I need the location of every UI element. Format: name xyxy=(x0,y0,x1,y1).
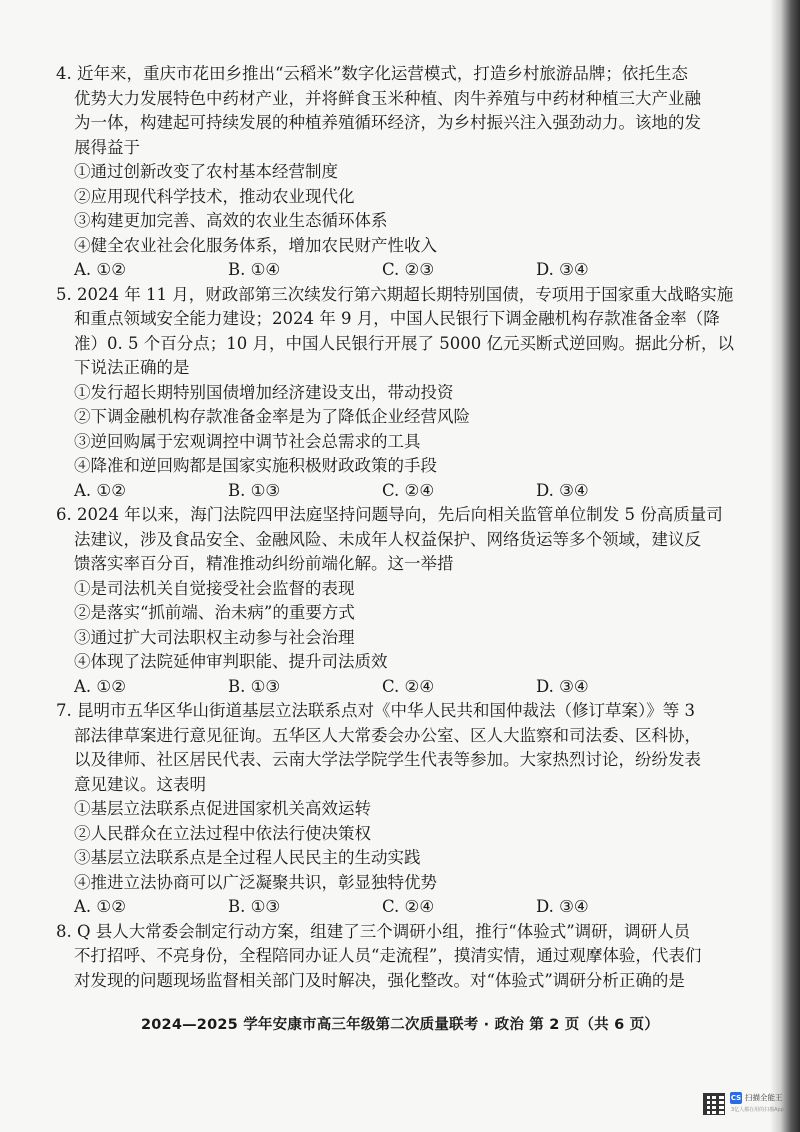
answer-choices xyxy=(56,258,756,283)
option-2: ②人民群众在立法过程中依法行使决策权 xyxy=(74,823,371,843)
question-number: 7. xyxy=(56,701,72,720)
question-number: 6. xyxy=(56,505,72,524)
question-list xyxy=(56,62,756,993)
choice-a: A. ①② xyxy=(74,260,126,279)
choice-d: D. ③④ xyxy=(536,676,589,696)
scanner-watermark: 扫描全能王 xyxy=(745,1093,783,1102)
camscanner-logo-icon: CS xyxy=(730,1094,742,1102)
page-footer: 2024—2025 学年安康市高三年级第二次质量联考 · 政治 第 2 页（共 6 页） xyxy=(140,1017,660,1033)
choice-d: D. ③④ xyxy=(536,897,589,916)
option-3: ③基层立法联系点是全过程人民民主的生动实践 xyxy=(74,848,421,867)
option-1: ①是司法机关自觉接受社会监督的表现 xyxy=(74,578,355,598)
option-2: ②应用现代科学技术，推动农业现代化 xyxy=(74,186,355,206)
question-stem: 7. 昆明市五华区华山街道基层立法联系点对《中华人民共和国仲裁法（修订草案）》等 3 xyxy=(56,701,695,720)
choice-b: B. ①③ xyxy=(228,676,281,696)
choice-c: C. ②④ xyxy=(382,480,435,500)
choice-a: A. ①② xyxy=(74,676,126,696)
option-3: ③构建更加完善、高效的农业生态循环体系 xyxy=(74,211,388,230)
choice-b: B. ①③ xyxy=(228,480,281,500)
option-3: ③通过扩大司法职权主动参与社会治理 xyxy=(74,627,355,647)
option-2: ②下调金融机构存款准备金率是为了降低企业经营风险 xyxy=(74,407,470,426)
option-1: ①通过创新改变了农村基本经营制度 xyxy=(74,162,338,181)
answer-choices xyxy=(56,895,756,920)
option-4: ④体现了法院延伸审判职能、提升司法质效 xyxy=(74,652,388,671)
option-4: ④降准和逆回购都是国家实施积极财政政策的手段 xyxy=(74,456,437,475)
question-stem: 6. 2024 年以来，海门法院四甲法庭坚持问题导向，先后向相关监管单位制发 5 份高质量司 xyxy=(56,505,723,524)
question-5: 5. 2024 年 11 月，财政部第三次续发行第六期超长期特别国债，专项用于国家重大战略实施 和重点领域安全能力建设；2024 年 9 月，中国人民银行下调金融机构存款准备金率（降 准）0. 5 个百分点；10 月，中国人民银行开展了 5000 亿元买断式逆回购。据此分析，以 下说法正确的是 ①发行超长期特别国债增加经济建设支出，带动投资 ②下调金融机构存款准备金率是为了降低企业经营风险 ③逆回购属于宏观调控中调节社会总需求的工具 ④降准和逆回购都是国家实施积极财政政策的手段 A. ①② B. ①③ C. ②④ D. ③④ xyxy=(56,283,756,504)
choice-a: A. ①② xyxy=(74,897,126,916)
answer-choices xyxy=(56,479,756,504)
option-1: ①发行超长期特别国债增加经济建设支出，带动投资 xyxy=(74,382,454,402)
choice-d: D. ③④ xyxy=(536,480,589,500)
scanner-watermark-sub: 3亿人都在用的扫描App xyxy=(731,1107,784,1113)
qr-code-icon xyxy=(703,1093,725,1115)
choice-b: B. ①④ xyxy=(228,260,281,279)
answer-choices xyxy=(56,675,756,700)
option-1: ①基层立法联系点促进国家机关高效运转 xyxy=(74,799,371,818)
question-8: 8. Q 县人大常委会制定行动方案，组建了三个调研小组，推行“体验式”调研，调研人员 不打招呼、不亮身份，全程陪同办证人员“走流程”，摸清实情，通过观摩体验，代表们 对发现的问题现场监督相关部门及时解决，强化整改。对“体验式”调研分析正确的是 xyxy=(56,920,756,994)
question-stem: 8. Q 县人大常委会制定行动方案，组建了三个调研小组，推行“体验式”调研，调研人员 xyxy=(56,921,691,941)
choice-c: C. ②④ xyxy=(382,897,435,916)
question-number: 5. xyxy=(56,284,72,304)
option-3: ③逆回购属于宏观调控中调节社会总需求的工具 xyxy=(74,431,421,451)
choice-a: A. ①② xyxy=(74,480,126,500)
question-stem: 5. 2024 年 11 月，财政部第三次续发行第六期超长期特别国债，专项用于国家重大战略实施 xyxy=(56,284,734,304)
choice-d: D. ③④ xyxy=(536,260,589,279)
page-edge-shadow xyxy=(770,0,800,1132)
choice-b: B. ①③ xyxy=(228,897,281,916)
choice-c: C. ②③ xyxy=(382,260,435,279)
question-number: 8. xyxy=(56,921,72,941)
question-number: 4. xyxy=(56,64,72,83)
option-2: ②是落实“抓前端、治未病”的重要方式 xyxy=(74,603,355,622)
question-4: 4. 近年来，重庆市花田乡推出“云稻米”数字化运营模式，打造乡村旅游品牌；依托生态 优势大力发展特色中药材产业，并将鲜食玉米种植、肉牛养殖与中药材种植三大产业融 为一体，构建起可持续发展的种植养殖循环经济，为乡村振兴注入强劲动力。该地的发 展得益于 ①通过创新改变了农村基本经营制度 ②应用现代科学技术，推动农业现代化 ③构建更加完善、高效的农业生态循环体系 ④健全农业社会化服务体系，增加农民财产性收入 A. ①② B. ①④ C. ②③ D. ③④ xyxy=(56,62,756,283)
choice-c: C. ②④ xyxy=(382,676,435,696)
question-stem: 4. 近年来，重庆市花田乡推出“云稻米”数字化运营模式，打造乡村旅游品牌；依托生态 xyxy=(56,64,688,83)
question-6: 6. 2024 年以来，海门法院四甲法庭坚持问题导向，先后向相关监管单位制发 5 份高质量司 法建议，涉及食品安全、金融风险、未成年人权益保护、网络货运等多个领域，建议反 馈落实率百分百，精准推动纠纷前端化解。这一举措 ①是司法机关自觉接受社会监督的表现 ②是落实“抓前端、治未病”的重要方式 ③通过扩大司法职权主动参与社会治理 ④体现了法院延伸审判职能、提升司法质效 A. ①② B. ①③ C. ②④ D. ③④ xyxy=(56,503,756,699)
option-4: ④推进立法协商可以广泛凝聚共识，彰显独特优势 xyxy=(74,872,437,892)
question-7: 7. 昆明市五华区华山街道基层立法联系点对《中华人民共和国仲裁法（修订草案）》等 3 部法律草案进行意见征询。五华区人大常委会办公室、区人大监察和司法委、区科协， 以及律师、社区居民代表、云南大学法学院学生代表等参加。大家热烈讨论，纷纷发表 意见建议。这表明 ①基层立法联系点促进国家机关高效运转 ②人民群众在立法过程中依法行使决策权 ③基层立法联系点是全过程人民民主的生动实践 ④推进立法协商可以广泛凝聚共识，彰显独特优势 A. ①② B. ①③ C. ②④ D. ③④ xyxy=(56,699,756,920)
option-4: ④健全农业社会化服务体系，增加农民财产性收入 xyxy=(74,235,437,255)
